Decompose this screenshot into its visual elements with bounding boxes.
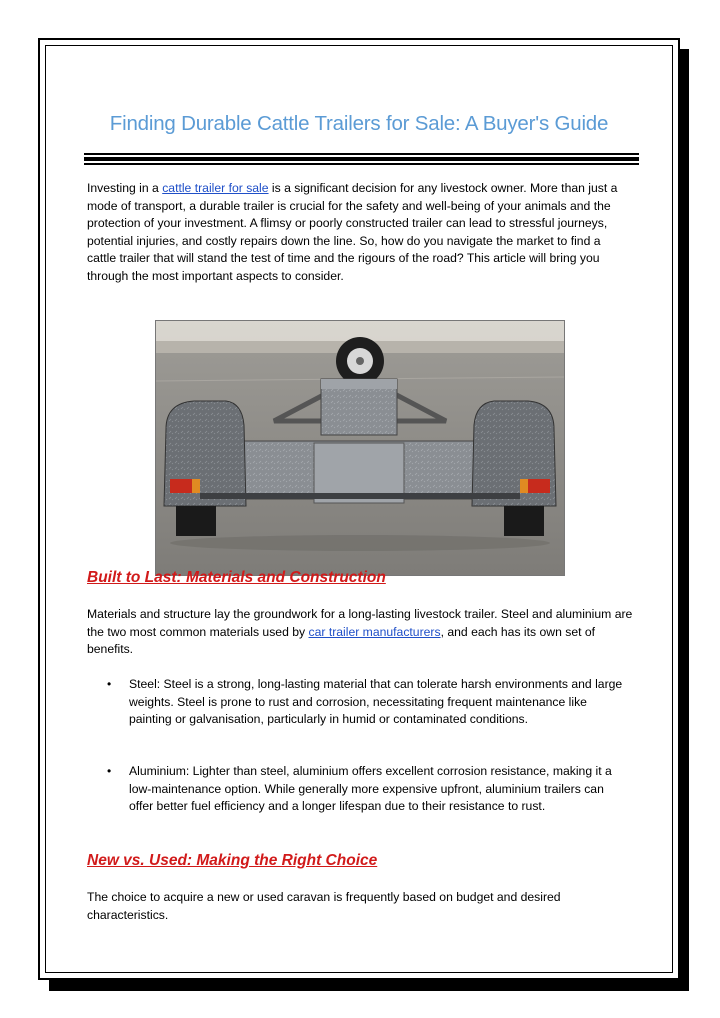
cattle-trailer-link[interactable]: cattle trailer for sale xyxy=(162,181,269,195)
section-heading-new-vs-used: New vs. Used: Making the Right Choice xyxy=(87,852,378,869)
materials-intro-paragraph xyxy=(87,606,633,659)
title-divider-bottom xyxy=(84,163,639,165)
document-title: Finding Durable Cattle Trailers for Sale: A Buyer's Guide xyxy=(109,112,609,135)
materials-intro-start: Materials and structure lay the groundwork for a long-lasting livestock trailer. Steel and aluminium are the two most common materials used by xyxy=(87,607,633,639)
section-heading-materials: Built to Last: Materials and Construction xyxy=(87,569,386,586)
intro-text-start: Investing in a xyxy=(87,181,163,195)
car-trailer-photo xyxy=(155,320,565,576)
intro-paragraph xyxy=(87,180,633,286)
materials-intro-end: , and each has its own set of benefits. xyxy=(87,624,596,657)
list-item-steel: Steel: Steel is a strong, long-lasting material that can tolerate harsh environments and large weights. Steel is prone to rust and corrosion, necessitating frequent maintenance like painting or galvanisation, particularly in humid or contaminated conditions. xyxy=(129,677,623,727)
page-content xyxy=(48,48,670,970)
list-bullet: • xyxy=(107,677,112,691)
list-bullet: • xyxy=(107,764,112,778)
title-divider-middle xyxy=(84,157,639,161)
page-frame xyxy=(38,38,680,980)
car-trailer-manufacturers-link[interactable]: car trailer manufacturers xyxy=(308,624,441,639)
new-vs-used-paragraph: The choice to acquire a new or used caravan is frequently based on budget and desired characteristics. xyxy=(87,890,561,922)
list-item-aluminium: Aluminium: Lighter than steel, aluminium offers excellent corrosion resistance, making it a low-maintenance option. While generally more expensive upfront, aluminium trailers can offer better fuel efficiency and a longer lifespan due to their resistance to rust. xyxy=(129,764,612,814)
intro-text-rest: is a significant decision for any livestock owner. More than just a mode of transport, a durable trailer is crucial for the safety and well-being of your animals and the protection of your investment. A flimsy or poorly constructed trailer can lead to stressful journeys, potential injuries, and costly repairs down the line. So, how do you navigate the market to find a cattle trailer that will stand the test of time and the rigours of the road? This article will bring you through the most important aspects to consider. xyxy=(87,181,618,283)
title-divider-top xyxy=(84,153,639,155)
